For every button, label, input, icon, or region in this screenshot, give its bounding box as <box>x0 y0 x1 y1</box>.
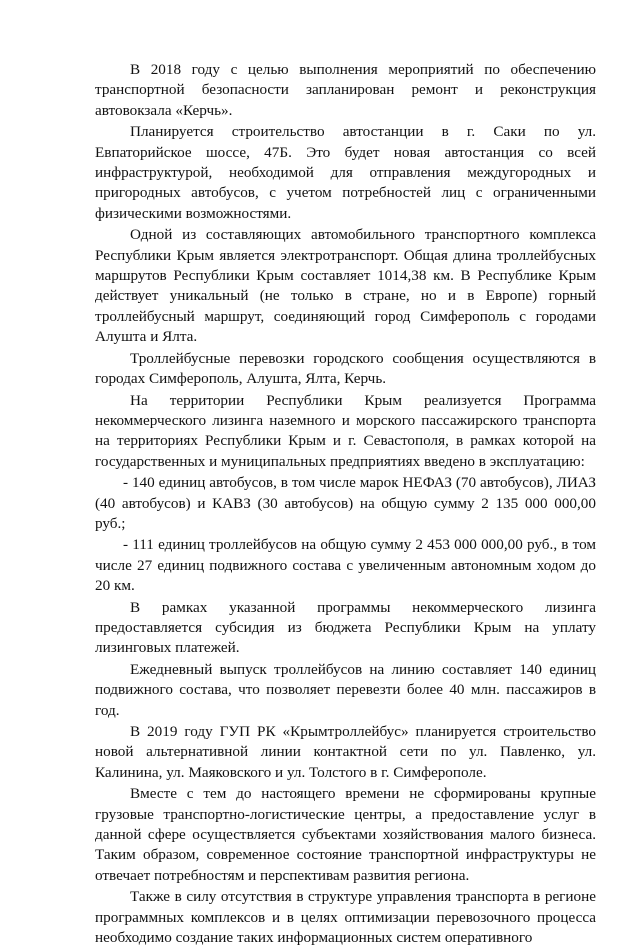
paragraph-bus-station-kerch: В 2018 году с целью выполнения мероприятий по обеспечению транспортной безопасности запланирован ремонт и реконструкция автовокзала «Керчь». <box>95 61 596 119</box>
paragraph-leasing-program: На территории Республики Крым реализуется Программа некоммерческого лизинга наземного и морского пассажирского транспорта на территориях Республики Крым и г. Севастополя, в рамках которой на государственных и муниципальных предприятиях введено в эксплуатацию: <box>95 391 596 470</box>
list-item-trolleybuses: - 111 единиц троллейбусов на общую сумму 2 453 000 000,00 руб., в том числе 27 единиц подвижного состава с увеличенным автономным ходом до 20 км. <box>95 536 596 595</box>
paragraph-2019-construction: В 2019 году ГУП РК «Крымтроллейбус» планируется строительство новой альтернативной линии контактной сети по ул. Павленко, ул. Калинина, ул. Маяковского и ул. Толстого в г. Симферополе. <box>95 723 596 781</box>
paragraph-information-systems: Также в силу отсутствия в структуре управления транспорта в регионе программных комплексов и в целях оптимизации перевозочного процесса необходимо создание таких информационных систем оперативного <box>95 888 596 947</box>
paragraph-logistics: Вместе с тем до настоящего времени не сформированы крупные грузовые транспортно-логистические центры, а предоставление услуг в данной сфере осуществляется субъектами хозяйствования малого бизнеса. Таким образом, современное состояние транспортной инфраструктуры не отвечает потребностям и перспективам развития региона. <box>95 785 596 884</box>
paragraph-subsidy: В рамках указанной программы некоммерческого лизинга предоставляется субсидия из бюджета Республики Крым на уплату лизинговых платежей. <box>95 598 596 657</box>
paragraph-trolleybus-cities: Троллейбусные перевозки городского сообщения осуществляются в городах Симферополь, Алушта, Ялта, Керчь. <box>95 349 596 388</box>
paragraph-electrotransport: Одной из составляющих автомобильного транспортного комплекса Республики Крым является электротранспорт. Общая длина троллейбусных маршрутов Республики Крым составляет 1014,38 км. В Республике Крым действует уникальный (не только в стране, но и в Европе) горный троллейбусный маршрут, соединяющий город Симферополь с городами Алушта и Ялта. <box>95 226 596 346</box>
list-item-buses: - 140 единиц автобусов, в том числе марок НЕФАЗ (70 автобусов), ЛИАЗ (40 автобусов) и КАВЗ (30 автобусов) на общую сумму 2 135 000 000,00 руб.; <box>95 474 596 532</box>
paragraph-daily-output: Ежедневный выпуск троллейбусов на линию составляет 140 единиц подвижного состава, что позволяет перевезти более 40 млн. пассажиров в год. <box>95 660 596 719</box>
paragraph-saki-station: Планируется строительство автостанции в г. Саки по ул. Евпаторийское шоссе, 47Б. Это будет новая автостанция со всей инфраструктурой, необходимой для отправления междугородных и пригородных автобусов, с учетом потребностей лиц с ограниченными физическими возможностями. <box>95 123 596 222</box>
